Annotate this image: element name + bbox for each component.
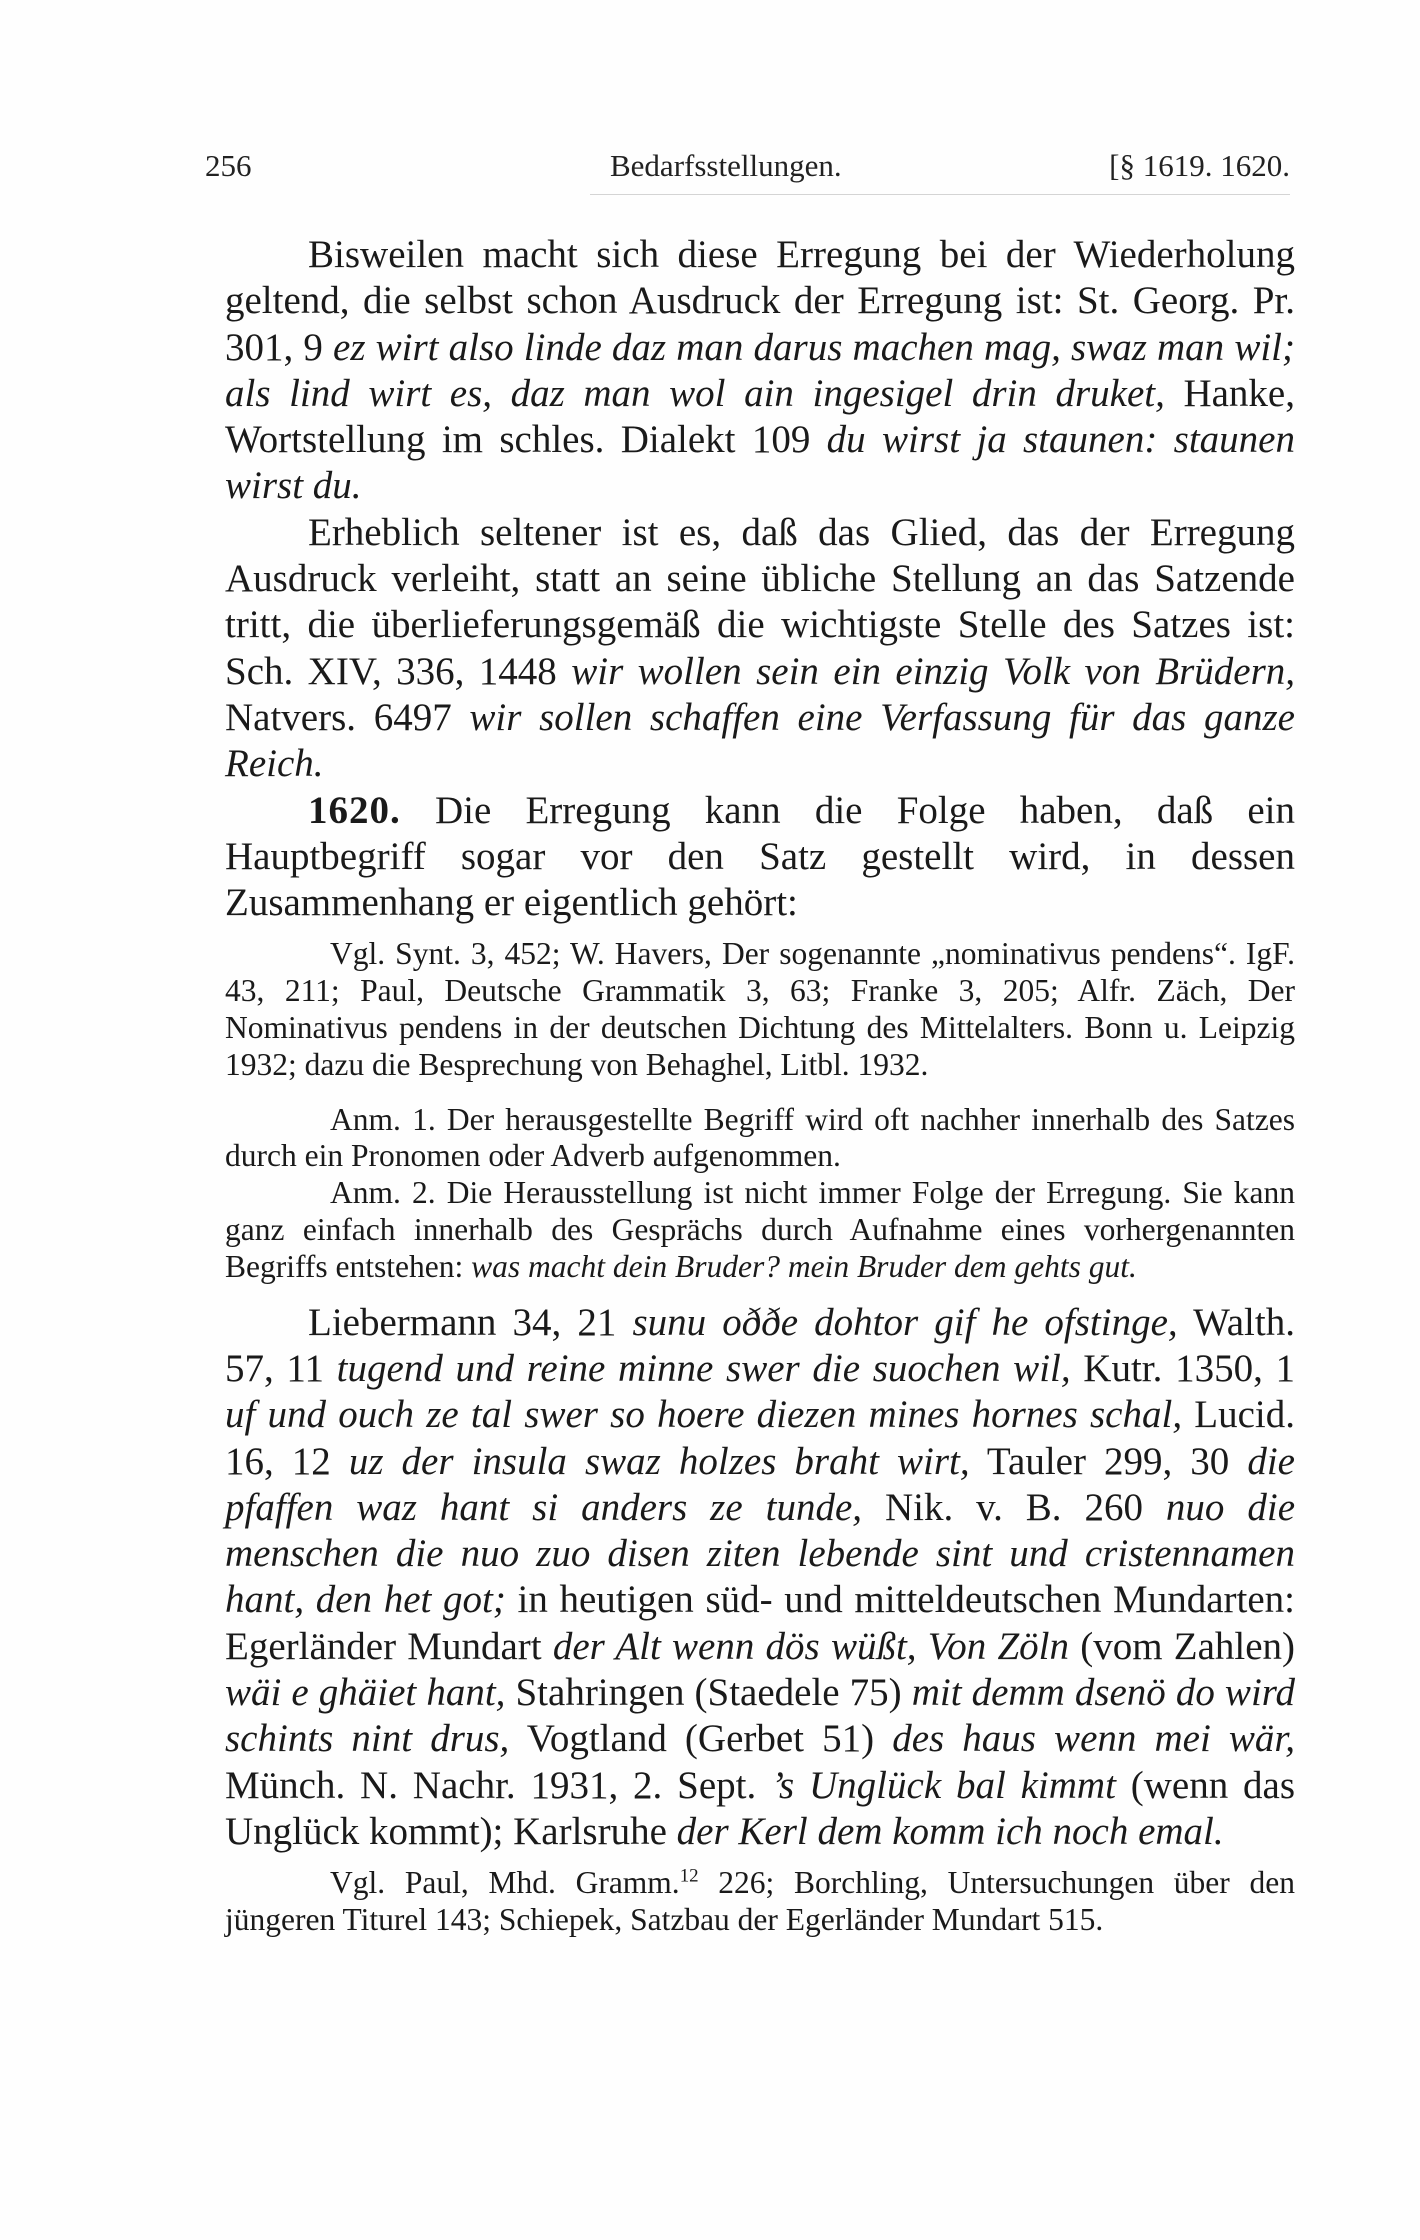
italic-quote: wir wollen sein ein einzig Volk von Brüdern, — [571, 649, 1295, 693]
paragraph-1 — [225, 232, 1295, 510]
header-rule — [590, 194, 1290, 195]
text-run: Vgl. Synt. 3, 452; W. Havers, Der sogenannte „nominativus pendens“. IgF. 43, 211; Paul, Deutsche Grammatik 3, 63; Franke 3, 205; Alfr. Zäch, Der Nominativus pendens in der deutschen Dichtung des Mittelalters. Bonn u. Leipzig 1932; dazu die Besprechung von Behaghel, Litbl. 1932. — [225, 936, 1295, 1082]
italic-quote: sunu oððe dohtor gif he ofstinge, — [632, 1300, 1178, 1344]
main-text-block-1 — [225, 232, 1295, 926]
text-run: Stahringen (Staedele 75) — [505, 1671, 912, 1714]
annotation-1 — [225, 1102, 1295, 1176]
text-run: Anm. 1. Der herausgestellte Begriff wird oft nachher innerhalb des Satzes durch ein Pronomen oder Adverb aufgenommen. — [225, 1101, 1295, 1174]
italic-quote: ’s Unglück bal kimmt — [771, 1763, 1116, 1807]
reference-note — [225, 936, 1295, 1083]
italic-quote: tugend und reine minne swer die suochen wil, — [336, 1346, 1071, 1390]
text-run: Bisweilen macht sich diese Erregung bei der Wiederholung geltend, die selbst schon Ausdruck der Erregung ist: St. Georg. Pr. 301, 9 — [225, 233, 1295, 369]
main-text-block-2 — [225, 1300, 1295, 1856]
notes-block-1 — [225, 936, 1295, 1285]
text-run: Hanke, Wortstellung im schles. Dialekt 109 — [225, 371, 1295, 462]
reference-note-2-start: Vgl. Paul, Mhd. Gramm. — [330, 1865, 680, 1901]
text-run: Nik. v. B. 260 — [862, 1485, 1166, 1529]
notes-block-2 — [225, 1865, 1295, 1939]
text-run: Liebermann 34, 21 — [308, 1300, 633, 1344]
italic-quote: mit demm dsenö do wird schints nint drus, — [225, 1671, 1296, 1761]
text-run: Erheblich seltener ist es, daß das Glied, das der Erregung Ausdruck verleiht, statt an seine übliche Stellung an das Satzende tritt, die überlieferungsgemäß die wichtigste Stelle des Satzes ist: Sch. XIV, 336, 1448 — [225, 510, 1295, 693]
text-run: Vogtland (Gerbet 51) — [509, 1717, 893, 1761]
text-run: (wenn das Unglück kommt); Karlsruhe — [225, 1763, 1296, 1853]
section-reference: [§ 1619. 1620. — [1109, 148, 1290, 183]
annotation-2 — [225, 1175, 1295, 1285]
text-run: Anm. 2. Die Herausstellung ist nicht immer Folge der Erregung. Sie kann ganz einfach innerhalb des Gesprächs durch Aufnahme eines vorhergenannten Begriffs entstehen: — [225, 1175, 1295, 1284]
text-run: Lucid. 16, 12 — [225, 1393, 1295, 1483]
italic-quote: uz der insula swaz holzes braht wirt, — [348, 1439, 970, 1483]
edition-superscript: 12 — [679, 1865, 699, 1887]
italic-quote: wir sollen schaffen eine Verfassung für das ganze Reich. — [225, 695, 1295, 786]
text-run: Tauler 299, 30 — [969, 1439, 1248, 1483]
italic-quote: ez wirt also linde daz man darus machen mag, swaz man wil; als lind wirt es, daz man wol ain ingesigel drin druket, — [225, 325, 1295, 415]
text-run: Die Erregung kann die Folge haben, daß ein Hauptbegriff sogar vor den Satz gestellt wird, in dessen Zusammenhang er eigentlich gehört: — [225, 788, 1295, 925]
text-run: Kutr. 1350, 1 — [1070, 1346, 1295, 1390]
italic-quote: nuo die menschen die nuo zuo disen ziten lebende sint und cristennamen hant, den het got; — [225, 1485, 1296, 1622]
italic-quote: uf und ouch ze tal swer so hoere diezen mines hornes schal, — [225, 1393, 1183, 1437]
page-number: 256 — [205, 148, 252, 183]
italic-quote: wäi e ghäiet hant, — [225, 1671, 506, 1714]
italic-quote: der Alt wenn dös wüßt, Von Zöln — [552, 1624, 1069, 1668]
italic-quote: des haus wenn mei wär, — [892, 1717, 1295, 1761]
paragraph-examples — [225, 1300, 1295, 1856]
text-run: (vom Zahlen) — [1069, 1624, 1296, 1668]
section-number: 1620. — [308, 788, 401, 832]
running-title: Bedarfsstellungen. — [610, 148, 842, 183]
text-run: in heutigen süd- und mitteldeutschen Mundarten: Egerländer Mundart — [225, 1578, 1295, 1668]
paragraph-2 — [225, 510, 1295, 788]
paragraph-1620 — [225, 788, 1295, 927]
italic-quote: was macht dein Bruder? mein Bruder dem gehts gut. — [471, 1248, 1137, 1284]
italic-quote: du wirst ja staunen: staunen wirst du. — [225, 418, 1295, 508]
reference-note-2 — [225, 1865, 1295, 1939]
reference-note-2-end: 226; Borchling, Untersuchungen über den jüngeren Titurel 143; Schiepek, Satzbau der Egerländer Mundart 515. — [225, 1865, 1295, 1937]
page-body — [225, 232, 1295, 1939]
text-run: Natvers. 6497 — [225, 695, 470, 739]
running-header — [205, 148, 1290, 192]
italic-quote: die pfaffen waz hant si anders ze tunde, — [225, 1439, 1295, 1529]
text-run: Walth. 57, 11 — [225, 1300, 1295, 1390]
text-run: Münch. N. Nachr. 1931, 2. Sept. — [225, 1763, 772, 1807]
italic-quote: der Kerl dem komm ich noch emal. — [676, 1809, 1224, 1853]
